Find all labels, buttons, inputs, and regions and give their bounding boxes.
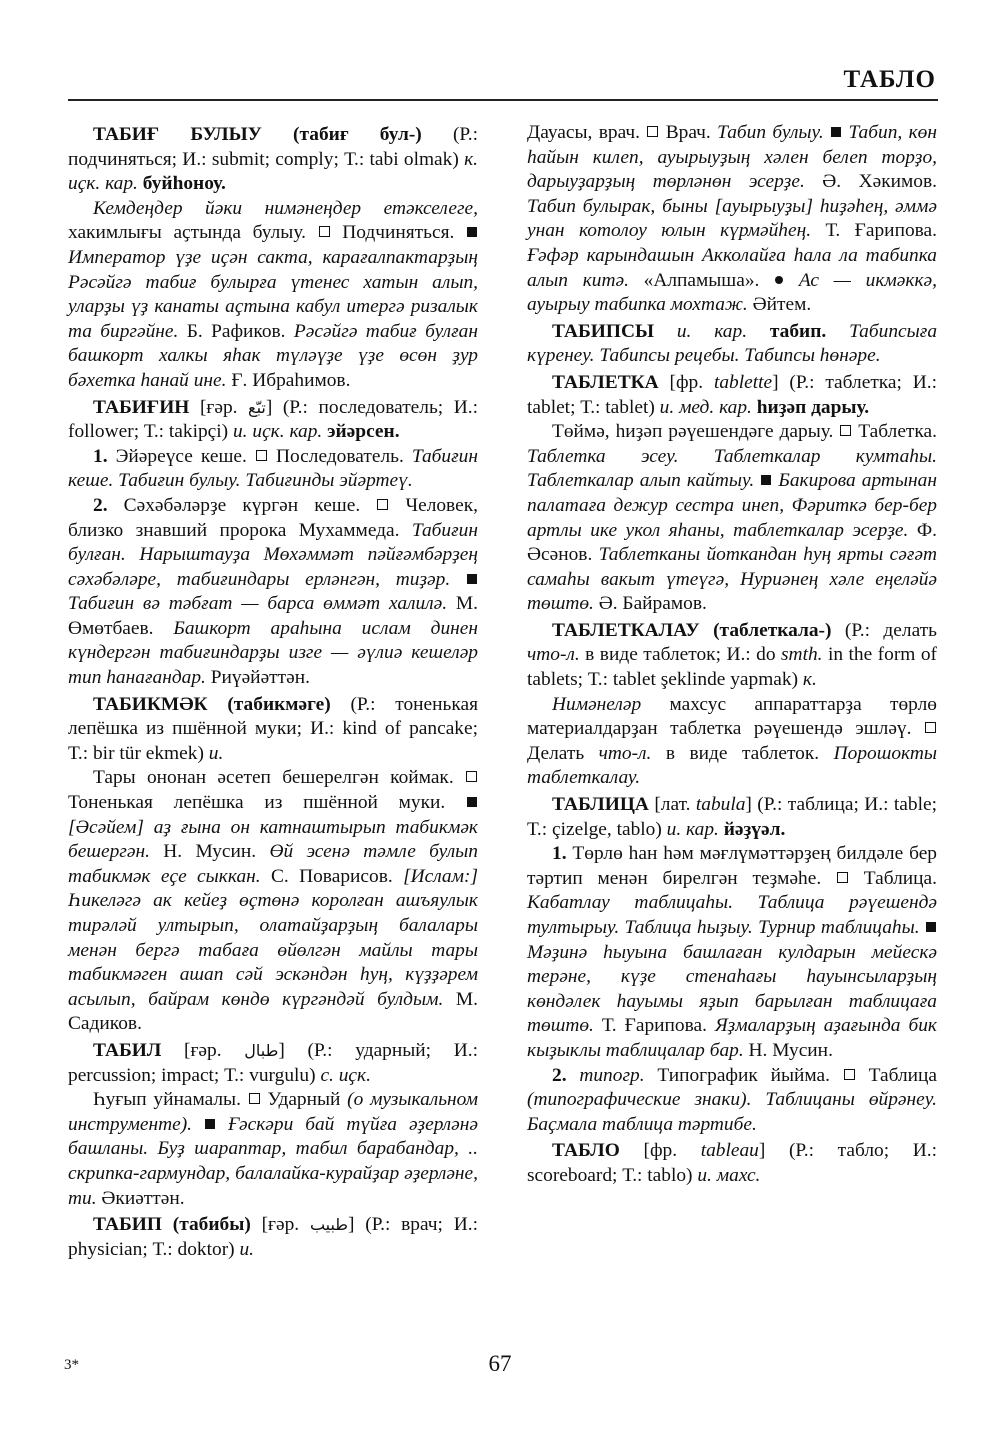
example: Таблетка эсеу. Таблеткалар кумтаһы. Таблеткалар алып кайтыу. [527,445,937,492]
entry-tabikmak: ТАБИКМӘК (табикмәге) (Р.: тоненькая лепёшка из пшённой муки; И.: kind of pancake; Т.: bir tür ekmek) и. [68,693,478,764]
entry-tabip-continued: Дауасы, врач. Врач. Табип булыу. Табип, көн һайын килеп, ауырыуҙың хәлен белеп торҙо, дарыуҙарҙың төрләнөн эсерҙе. Ә. Хәкимов. Табип булырак, быны [ауырыуҙы] һиҙәһең, әммә унан котолоу юлын күрмәйһең. Т. Ғарипова. Ғәфәр карындашын Акколайға һала ла табипка алып китә. «Алпамыша». Ас — икмәккә, ауырыу табипка мохтаж. Әйтем. [527,122,937,316]
bullet-icon [775,276,783,284]
filled-square-icon [467,797,477,807]
definition: Һуғып уйнамалы. Ударный (о музыкальном инструменте). Ғәскәри бай түйға әҙерләнә башланы. Буҙ шараптар, табил барабандар, .. скрипка-гармундар, балалайка-курайҙар әҙерләне, ти. Әкиәттән. [68,1089,478,1209]
synonym: эйәрсен. [322,421,400,443]
headword: ТАБИП (табибы) [93,1214,251,1236]
example: Мәҙинә һыуына башлаған кулдарын мейескә терәне, күҙе стенаһағы һауынсыларҙың көндәлек һауымы яҙып барылған таблицаға төштө. [527,941,937,1037]
synonym: табип. [747,320,850,342]
source: Ә. Хәкимов. [804,171,937,193]
empty-square-icon [377,499,388,510]
sense-1: 1. Эйәреүсе кеше. Последователь. Табиғин кеше. Табиғин булыу. Табиғинды эйәртеү. [68,445,478,492]
grammar-label: к. иҫк. кар. [68,148,478,195]
filled-square-icon [467,574,477,584]
example: [Ислам:] Һикеләгә ак кейеҙ өҫтөнә королған ашъяулык тирәләй ултырып, олатайҙарҙың балалары менән бергә табаға өйөлгән майлы тары табикмәген ашап сәй эскәндән һуң, күҙҙәрем асылып, байрам көндө күргәндәй булдым. [68,865,478,1010]
example: Порошокты таблеткалау. [527,742,937,789]
sense-2: 2. Сәхәбәләрҙе күргән кеше. Человек, близко знавший пророка Мухаммеда. Табиғин булған. Нарыштауҙа Мөхәммәт пәйғәмбәрҙең сәхәбәләре, табиғиндары ерләнгән, тиҙәр. Табиғин вә тәбғат — барса өммәт халилә. М. Өмөтбаев. Башкорт араһына ислам динен күндергән табиғиндарҙы изге — әүлиә кешеләр тип һанағандар. Риүәйәттән. [68,494,478,689]
source: «Алпамыша». [628,269,775,291]
headword: ТАБЛЕТКА [552,371,659,393]
source: Б. Рафиков. [178,320,294,342]
proverb: Ас — икмәккә, ауырыу табипка мохтаж. [527,269,937,316]
left-column [68,121,478,1262]
filled-square-icon [761,475,771,485]
source: Ғ. Ибраһимов. [226,369,351,391]
source: С. Поварисов. [260,865,404,887]
empty-square-icon [647,126,658,137]
entry-tabil: ТАБИЛ [ғәр. طبال] (Р.: ударный; И.: percussion; impact; Т.: vurgulu) с. иҫк. [68,1039,478,1086]
example: Табип, көн һайын килеп, ауырыуҙың хәлен белеп торҙо, дарыуҙарҙың төрләнөн эсерҙе. [527,122,937,193]
arabic-etymon: طبال [244,1040,279,1060]
empty-square-icon [837,872,848,883]
filled-square-icon [467,227,477,237]
example: Табип булыу. [717,122,824,143]
grammar-label: и. иҫк. кар. [232,421,323,443]
sense-1: 1. Төрлө һан һәм мәғлүмәттәрҙең билдәле бер тәртип менән бирелгән теҙмәһе. Таблица. Кабатлау таблицаһы. Таблица рәүешендә тултырыу. Таблица һыҙыу. Турнир таблицаһы. Мәҙинә һыуына башлаған кулдарын мейескә терәне, күҙе стенаһағы һауынсыларҙың көндәлек һауымы яҙып барылған таблицаға төштө. Т. Ғарипова. Яҙмаларҙың аҙағында бик кыҙыклы таблицалар бар. Н. Мусин. [527,843,937,1061]
grammar-label: к. [802,669,817,691]
headword: ТАБИҒИН [93,396,190,418]
headword: ТАБИҒ БУЛЫУ (табиғ бул-) [93,124,422,145]
filled-square-icon [205,1119,215,1129]
entry-tabipsy [527,320,937,369]
example: Ғәфәр карындашын Акколайға һала ла табипка алып китә. [527,244,937,291]
source: М. Садиков. [68,988,478,1035]
source: М. Өмөтбаев. [68,593,478,639]
arabic-etymon: طبيب [309,1215,349,1235]
grammar-label: и. [208,742,224,764]
example: Табип булырак, быны [ауырыуҙы] һиҙәһең, әммә унан котолоу юлын күрмәйһең. [527,195,937,242]
filled-square-icon [926,922,936,932]
source: Әйтем. [747,294,812,316]
header-rule [68,99,938,101]
entry-tabletkalau: ТАБЛЕТКАЛАУ (таблеткала-) (Р.: делать что-л. в виде таблеток; И.: do smth. in the form of tablets; Т.: tablet şeklinde yapmak) к. [527,619,937,691]
definition: Төймә, һиҙәп рәүешендәге дарыу. Таблетка. Таблетка эсеу. Таблеткалар кумтаһы. Таблеткалар алып кайтыу. Бакирова артынан палатаға дежур сестра инеп, Фәриткә бер-бер артлы ике укол яһаны, таблеткалар эсерҙе. Ф. Әсәнов. Таблетканы йоткандан һуң ярты сәғәт самаһы вакыт үтеүгә, Нуриәнең хәле еңеләйә төштө. Ә. Байрамов. [527,421,938,615]
definition: Кемдеңдер йәки нимәнеңдер етәкселеге, хакимлығы аҫтында булыу. Подчиняться. Император үҙе иҫән сакта, карағалпактарҙың Рәсәйгә табиғ булырға үтенес хатын алып, уларҙы үҙ канаты аҫтына кабул итергә ризалык та биргәйне. Б. Рафиков. Рәсәйгә табиғ булған башкорт халкы яһак түләүҙе үҙе өсөн ҙур бәхетка һанай ине. Ғ. Ибраһимов. [68,197,478,391]
example: Император үҙе иҫән сакта, карағалпактарҙың Рәсәйгә табиғ булырға үтенес хатын алып, уларҙы үҙ канаты аҫтына кабул итергә ризалык та биргәйне. [68,246,478,342]
grammar-label: с. иҫк. [320,1064,371,1086]
source: Ә. Байрамов. [593,593,707,615]
filled-square-icon [831,127,841,137]
synonym: һиҙәп дарыу. [751,396,870,418]
source: Н. Мусин. [149,841,270,863]
entry-tabig-buluu [68,123,478,197]
grammar-label: и. кар. [676,320,748,342]
entry-tablitsa: ТАБЛИЦА [лат. tabula] (Р.: таблица; И.: table; Т.: çizelge, tablo) и. кар. йәҙүәл. [527,794,937,840]
grammar-label: и. махс. [697,1164,761,1186]
signature-mark: 3* [64,1357,79,1373]
grammar-label: и. кар. [666,818,719,840]
definition: Тары ононан әсетеп бешерелгән коймак. Тоненькая лепёшка из пшённой муки. [Әсәйем] аҙ ғына он катнаштырып табикмәк бешергән. Н. Мусин. Өй эсенә тәмле булып табикмәк еҫе сыккан. С. Поварисов. [Ислам:] Һикеләгә ак кейеҙ өҫтөнә королған ашъяулык тирәләй ултырып, олатайҙарҙың балалары менән бергә табаға өйөлгән майлы тары табикмәген ашап сәй эскәндән һуң, күҙҙәрем асылып, байрам көндө күргәндәй булдым. М. Садиков. [68,767,478,1035]
source: Әкиәттән. [96,1187,185,1209]
example: Өй эсенә тәмле булып табикмәк еҫе сыккан. [68,841,478,887]
entry-tablo: ТАБЛО [фр. tableau] (Р.: табло; И.: scoreboard; Т.: tablo) и. махс. [527,1140,938,1186]
example: Табиғин вә тәбғат — барса өммәт халилә. [68,593,448,615]
source: Риүәйәттән. [205,667,310,689]
synonym: йәҙүәл. [718,818,786,840]
example: [Әсәйем] аҙ ғына он катнаштырып табикмәк бешергән. [68,816,478,863]
example: Ғәскәри бай түйға әҙерләнә башланы. Буҙ шараптар, табил барабандар, .. скрипка-гармундар, балалайка-курайҙар әҙерләне, ти. [68,1113,478,1209]
empty-square-icon [249,1093,260,1104]
entry-tabletka: ТАБЛЕТКА [фр. tablette] (Р.: таблетка; И.: tablet; Т.: tablet) и. мед. кар. һиҙәп дарыу. [527,371,938,418]
definition: Нимәнеләр махсус аппараттарҙа төрлө материалдарҙан таблетка рәүешендә эшләү. Делать что-л. в виде таблеток. Порошокты таблеткалау. [527,693,937,789]
entry-tabigin: ТАБИҒИН [ғәр. تبّع] (Р.: последователь; И.: follower; Т.: takipçi) и. иҫк. кар. эйәрсен. [68,396,478,443]
empty-square-icon [319,226,330,237]
running-head: ТАБЛО [843,66,936,93]
grammar-label: типогр. [566,1064,645,1086]
empty-square-icon [466,771,477,782]
sense-2: 2. типогр. Типографик йыйма. Таблица (типографические знаки). Таблицаны өйрәнеу. Баҫмала таблица тәртибе. [527,1064,937,1135]
example: Кабатлау таблицаһы. Таблица рәүешендә тултырыу. Таблица һыҙыу. Турнир таблицаһы. [527,892,937,938]
example: Яҙмаларҙың аҙағында бик кыҙыклы таблицалар бар. [527,1015,937,1061]
source: Т. Ғарипова. [593,1015,715,1037]
empty-square-icon [840,425,851,436]
grammar-label: и. [239,1238,255,1260]
empty-square-icon [925,722,936,733]
empty-square-icon [256,450,267,461]
headword: ТАБИКМӘК (табикмәге) [93,693,331,715]
example: Табипсыға күренеу. Табипсы рецебы. Табипсы һөнәре. [527,320,938,367]
headword: ТАБЛИЦА [552,794,649,816]
example: Башкорт араһына ислам динен күндергән табиғиндарҙы изге — әүлиә кешеләр тип һанағандар. [68,617,478,689]
page-number: 67 [488,1351,512,1376]
headword: ТАБЛО [552,1140,620,1162]
synonym: буйһоноу. [137,173,226,195]
entry-tabip: ТАБИП (табибы) [ғәр. طبيب] (Р.: врач; И.: physician; Т.: doktor) и. [68,1214,478,1260]
example: Таблетканы йоткандан һуң ярты сәғәт самаһы вакыт үтеүгә, Нуриәнең хәле еңеләйә төштө. [527,544,937,615]
example: Табиғин булған. Нарыштауҙа Мөхәммәт пәйғәмбәрҙең сәхәбәләре, табиғиндары ерләнгән, тиҙәр. [68,519,478,590]
source: Н. Мусин. [743,1039,833,1061]
headword: ТАБИПСЫ [552,320,654,342]
headword: ТАБИЛ [93,1039,162,1061]
example: Бакирова артынан палатаға дежур сестра инеп, Фәриткә бер-бер артлы ике укол яһаны, таблеткалар эсерҙе. [527,470,937,541]
example: Табиғин кеше. Табиғин булыу. Табиғинды эйәртеү. [68,445,478,492]
source: Ф. Әсәнов. [527,519,938,566]
example: Таблицаны өйрәнеу. Баҫмала таблица тәртибе. [527,1089,937,1135]
source: Т. Ғарипова. [811,220,937,242]
empty-square-icon [844,1069,855,1080]
headword: ТАБЛЕТКАЛАУ (таблеткала-) [552,619,832,641]
right-column [527,121,937,1189]
grammar-label: и. мед. кар. [659,396,752,418]
example: Рәсәйгә табиғ булған башкорт халкы яһак түләүҙе үҙе өсөн ҙур бәхетка һанай ине. [68,320,478,391]
etymology: (Р.: подчиняться; И.: submit; comply; Т.: tabi olmak) [68,124,478,170]
arabic-etymon: تبّع [248,397,266,417]
